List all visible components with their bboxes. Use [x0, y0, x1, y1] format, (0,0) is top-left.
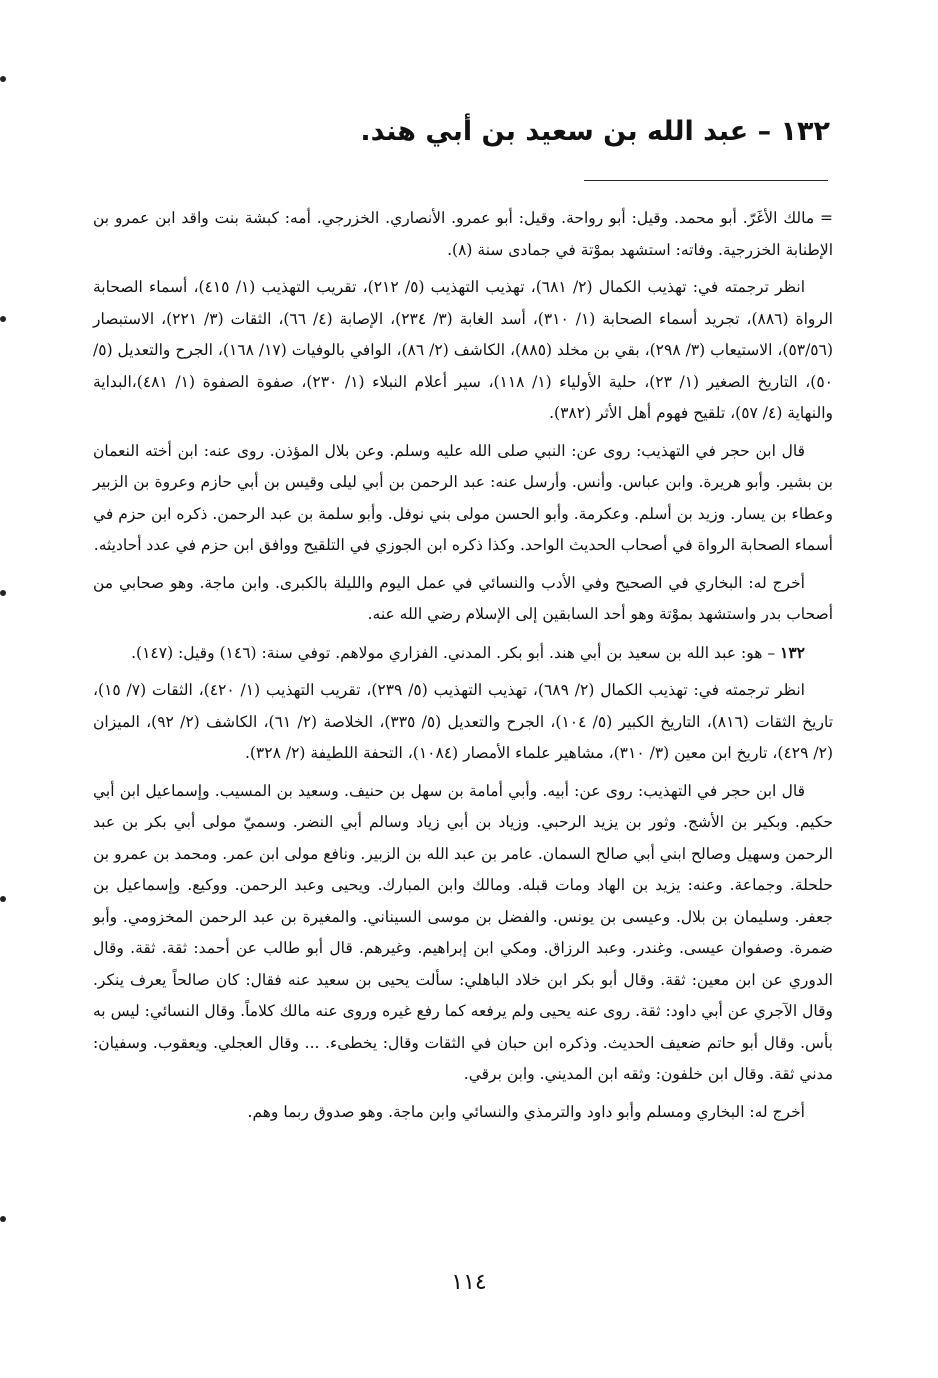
- footnote-132-text: – هو: عبد الله بن سعيد بن أبي هند. أبو بكر. المدني. الفزاري مولاهم. توفي سنة: (١٤٦) وقيل: (١٤٧).: [131, 643, 781, 662]
- binding-hole-mark: [0, 590, 6, 596]
- footnote-ibn-hajar-quote: قال ابن حجر في التهذيب: روى عن: أبيه. وأبي أمامة بن سهل بن حنيف. وسعيد بن المسيب. وإسماعيل ابن أبي حكيم. وبكير بن الأشج. وثور بن يزيد الرحبي. وزياد بن أبي زياد وسالم أبي النضر. وسميّ مولى أبي بكر بن عبد الرحمن وسهيل وصالح ابني أبي صالح السمان. عامر بن عبد الله بن الزبير. ونافع مولى ابن عمر. ومحمد بن عمرو بن حلحلة. وجماعة. وعنه: يزيد بن الهاد ومات قبله. ومالك وابن المبارك. ويحيى وعبد الرحمن. ووكيع. وإسماعيل بن جعفر. وسليمان بن بلال. وعيسى بن يونس. والفضل بن موسى السيناني. والمغيرة بن عبد الرحمن المخزومي. وأبو ضمرة. وصفوان عيسى. وغندر. وعبد الرزاق. ومكي ابن إبراهيم. وغيرهم. قال أبو طالب عن أحمد: ثقة. ثقة. وقال الدوري عن ابن معين: ثقة. وقال أبو بكر ابن خلاد الباهلي: سألت يحيى بن سعيد عنه فقال: كان صالحاً يعرف ينكر. وقال الآجري عن أبي داود: ثقة. روى عنه يحيى ولم يرفعه كما رفع غيره وروى عنه مالك كلاماً. وقال النسائي: ليس به بأس. وقال أبو حاتم ضعيف الحديث. وذكره ابن حبان في الثقات وقال: يخطىء. ... وقال العجلي. ويعقوب. وسفيان: مدني ثقة. وقال ابن خلفون: وثقه ابن المديني. وابن برقي.: [93, 781, 833, 1083]
- binding-hole-mark: [0, 316, 6, 322]
- footnote-takhrij: أخرج له: البخاري في الصحيح وفي الأدب والنسائي في عمل اليوم والليلة بالكبرى. وابن ماجة. وهو صحابي من أصحاب بدر واستشهد بموْتة وهو أحد السابقين إلى الإسلام رضي الله عنه.: [93, 573, 833, 623]
- page-number: ١١٤: [451, 1270, 487, 1295]
- binding-hole-mark: [0, 1216, 6, 1222]
- entry-heading: ١٣٢ – عبد الله بن سعيد بن أبي هند.: [360, 116, 830, 147]
- footnote-ibn-hajar-quote: قال ابن حجر في التهذيب: روى عن: النبي صلى الله عليه وسلم. وعن بلال المؤذن. روى عنه: ابن أخته النعمان بن بشير. وأبو هريرة. وابن عباس. وأنس. وأرسل عنه: عبد الرحمن بن أبي ليلى وقيس بن أبي حازم وعروة بن الزبير وعطاء بن يسار. وزيد بن أسلم. وعكرمة. وأبو الحسن مولى بني نوفل. وأبو سلمة بن عبد الرحمن. ذكره ابن حزم في أسماء الصحابة الرواة في أصحاب الحديث الواحد. وكذا ذكره ابن الجوزي في التلقيح ووافق ابن حزم في عدد أحاديثه.: [93, 441, 833, 554]
- footnote-continuation: = مالك الأغَرّ. أبو محمد. وقيل: أبو رواحة. وقيل: أبو عمرو. الأنصاري. الخزرجي. أمه: كبشة بنت واقد ابن عمرو بن الإطنابة الخزرجية. وفاته: استشهد بموْتة في جمادى سنة (٨).: [93, 209, 833, 259]
- footnote-takhrij: أخرج له: البخاري ومسلم وأبو داود والترمذي والنسائي وابن ماجة. وهو صدوق ربما وهم.: [247, 1102, 805, 1121]
- footnotes: [93, 203, 833, 1134]
- footnote-references: انظر ترجمته في: تهذيب الكمال (٢/ ٦٨١)، تهذيب التهذيب (٥/ ٢١٢)، تقريب التهذيب (١/ ٤١٥)، أسماء الصحابة الرواة (٨٨٦)، تجريد أسماء الصحابة (١/ ٣١٠)، أسد الغابة (٣/ ٢٣٤)، الإصابة (٤/ ٦٦)، الثقات (٣/ ٢٢١)، الاستبصار (٥٣/٥٦)، الاستيعاب (٣/ ٢٩٨)، بقي بن مخلد (٨٨٥)، الكاشف (٢/ ٨٦)، الوافي بالوفيات (١٧/ ١٦٨)، الجرح والتعديل (٥/ ٥٠)، التاريخ الصغير (١/ ٢٣)، حلية الأولياء (١/ ١١٨)، سير أعلام النبلاء (١/ ٢٣٠)، صفوة الصفوة (١/ ٤٨١)،البداية والنهاية (٤/ ٥٧)، تلقيح فهوم أهل الأثر (٣٨٢).: [93, 278, 834, 422]
- footnote-132: [93, 637, 833, 670]
- binding-hole-mark: [0, 896, 6, 902]
- footnote-number: ١٣٢: [780, 642, 805, 662]
- footnote-references: انظر ترجمته في: تهذيب الكمال (٢/ ٦٨٩)، تهذيب التهذيب (٥/ ٢٣٩)، تقريب التهذيب (١/ ٤٢٠)، الثقات (٧/ ١٥)، تاريخ الثقات (٨١٦)، التاريخ الكبير (٥/ ١٠٤)، الجرح والتعديل (٥/ ٣٣٥)، الخلاصة (٢/ ٦١)، الكاشف (٢/ ٩٢)، الميزان (٢/ ٤٢٩)، تاريخ ابن معين (٣/ ٣١٠)، مشاهير علماء الأمصار (١٠٨٤)، التحفة اللطيفة (٢/ ٣٢٨).: [93, 681, 834, 762]
- footnote-separator: [584, 180, 828, 181]
- binding-hole-mark: [0, 76, 6, 82]
